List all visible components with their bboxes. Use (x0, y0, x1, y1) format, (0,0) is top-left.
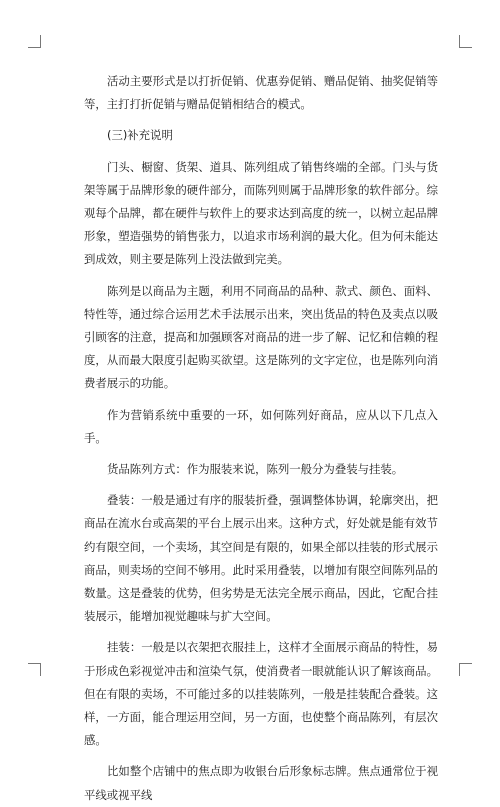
section-heading-supplement: (三)补充说明 (107, 128, 173, 143)
paragraph-hanging-display: 挂装：一般是以衣架把衣服挂上，这样才全面展示商品的特性，易于形成色彩视觉冲击和渲染气氛，使消费者一眼就能认识了解该商品。但在有限的卖场，不可能过多的以挂装陈列，一般是挂装配合叠装。这样，一方面，能合理运用空间，另一方面，也使整个商品陈列，有层次感。 (84, 640, 438, 748)
paragraph-display-definition: 陈列是以商品为主题，利用不同商品的品种、款式、颜色、面料、特性等，通过综合运用艺术手法展示出来，突出货品的特色及卖点以吸引顾客的注意，提高和加强顾客对商品的进一步了解、记忆和信赖的程度，从而最大限度引起购买欲望。这是陈列的文字定位，也是陈列向消费者展示的功能。 (84, 283, 438, 391)
paragraph-display-approach: 作为营销系统中重要的一环，如何陈列好商品，应从以下几点入手。 (84, 407, 438, 445)
paragraph-promotion-forms: 活动主要形式是以打折促销、优惠券促销、赠品促销、抽奖促销等等，主打打折促销与赠品促销相结合的模式。 (84, 74, 438, 112)
paragraph-display-methods: 货品陈列方式：作为服装来说，陈列一般分为叠装与挂装。 (107, 462, 404, 477)
paragraph-folded-display: 叠装：一般是通过有序的服装折叠，强调整体协调，轮廓突出，把商品在流水台或高架的平台上展示出来。这种方式，好处就是能有效节约有限空间，一个卖场，其空间是有限的，如果全部以挂装的形式展示商品，则卖场的空间不够用。此时采用叠装，以增加有限空间陈列品的数量。这是叠装的优势，但劣势是无法完全展示商品，因此，它配合挂装展示，能增加视觉趣味与扩大空间。 (84, 493, 438, 624)
crop-mark-bottom-right (459, 663, 472, 676)
document-body (84, 70, 438, 807)
crop-mark-bottom-left (28, 663, 41, 676)
crop-mark-top-right (459, 35, 472, 48)
paragraph-focal-point: 比如整个店铺中的焦点即为收银台后形象标志牌。焦点通常位于视平线或视平线 (84, 764, 438, 802)
crop-mark-top-left (28, 35, 41, 48)
paragraph-terminal-components: 门头、橱窗、货架、道具、陈列组成了销售终端的全部。门头与货架等属于品牌形象的硬件部分，而陈列则属于品牌形象的软件部分。综观每个品牌，都在硬件与软件上的要求达到高度的统一，以树立起品牌形象，塑造强势的销售张力，以追求市场利润的最大化。但为何未能达到成效，则主要是陈列上没法做到完美。 (84, 159, 438, 267)
